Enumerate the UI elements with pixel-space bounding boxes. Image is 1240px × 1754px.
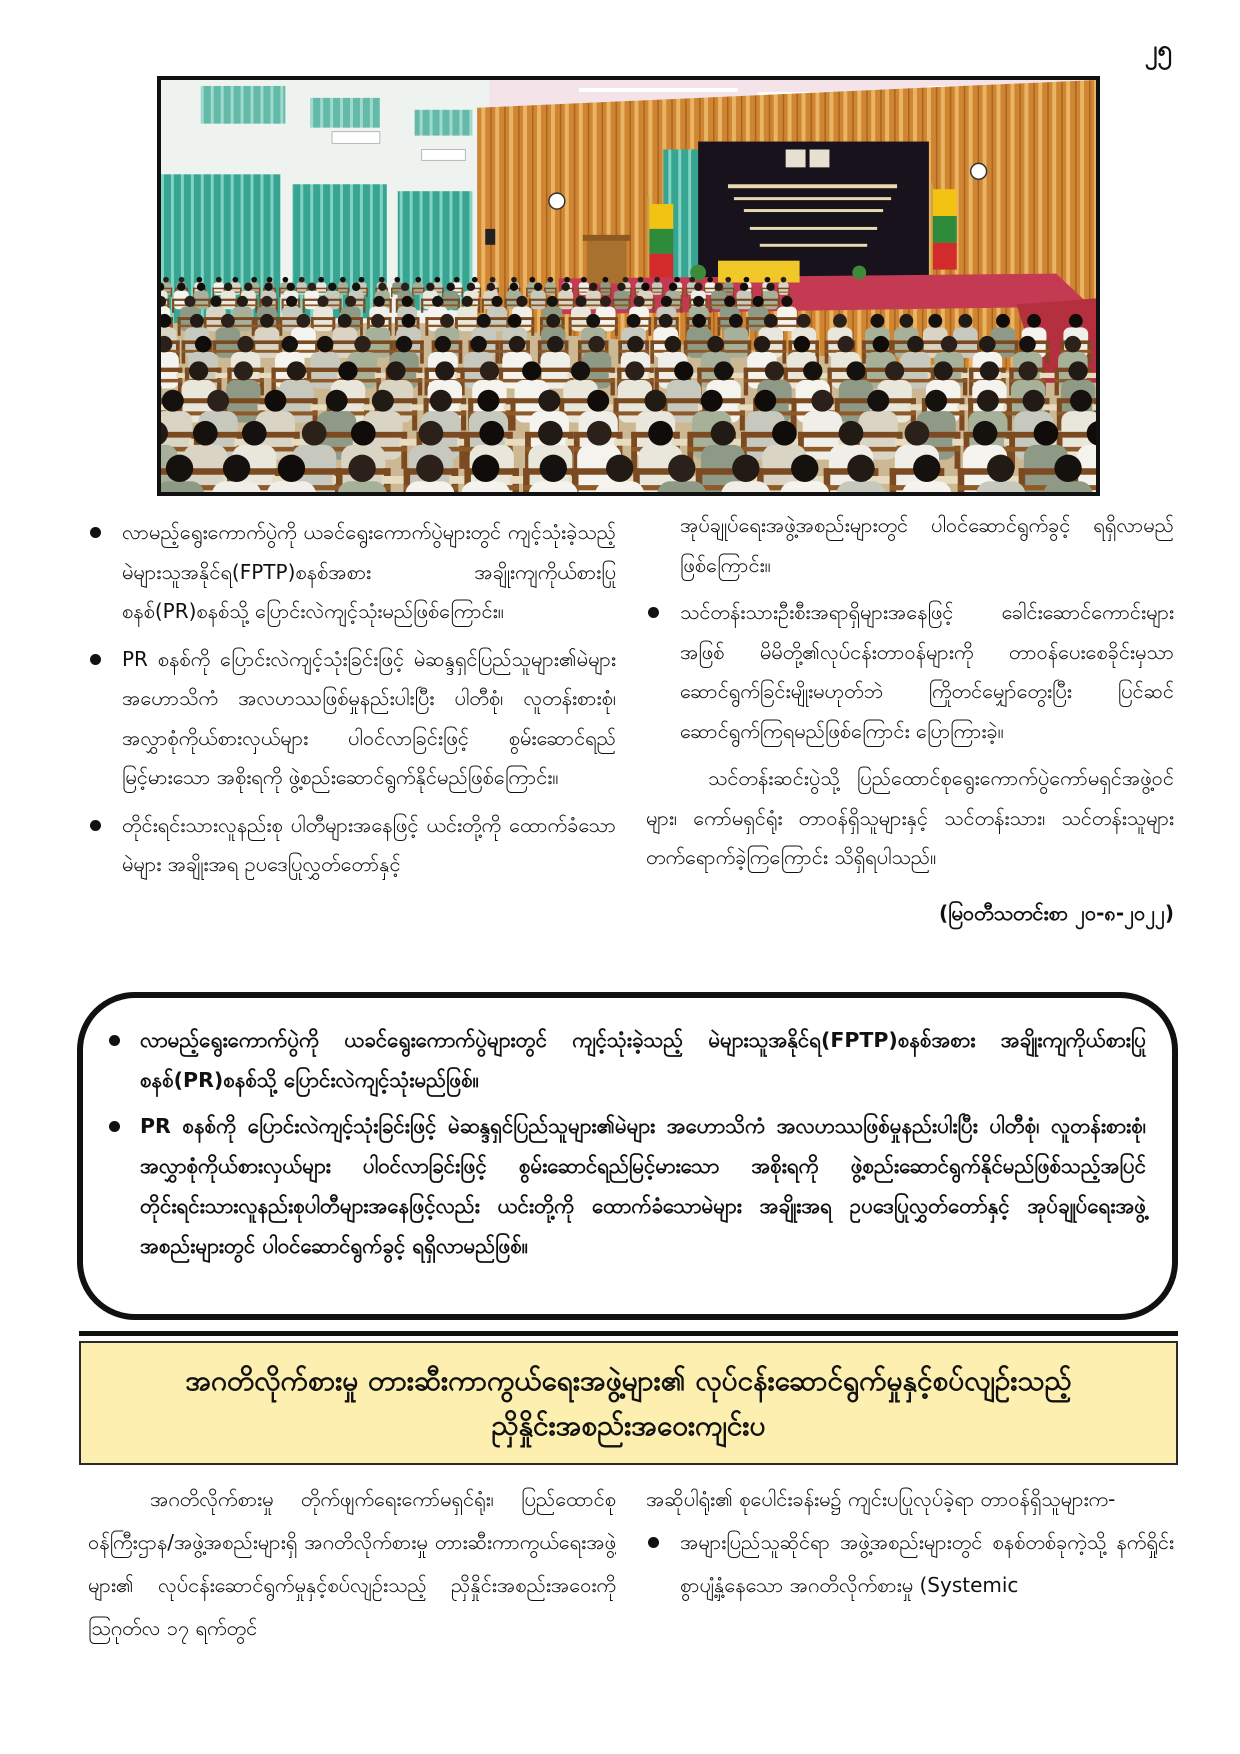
bullet-item bbox=[107, 1020, 1146, 1100]
clock-icon bbox=[971, 163, 987, 179]
podium bbox=[583, 235, 631, 284]
bullet-text: လာမည့်ရွေးကောက်ပွဲကို ယခင်ရွေးကောက်ပွဲများတွင် ကျင့်သုံးခဲ့သည့် မဲများသူအနိုင်ရ(FPTP)စနစ်အစား အချိုးကျကိုယ်စားပြုစနစ်(PR)စနစ်သို့ ပြောင်းလဲကျင့်သုံးမည်ဖြစ်။ bbox=[140, 1028, 1146, 1092]
bullet-item bbox=[88, 513, 616, 632]
speaker bbox=[485, 229, 495, 245]
bullet-icon bbox=[648, 1537, 659, 1548]
article-bottom-left-column bbox=[88, 1478, 616, 1648]
bullet-icon bbox=[109, 1035, 120, 1046]
bullet-text: PR စနစ်ကို ပြောင်းလဲကျင့်သုံးခြင်းဖြင့် မဲဆန္ဒရှင်ပြည်သူများ၏မဲများ အဟောသိကံ အလဟဿဖြစ်မှုနည်းပါးပြီး ပါတီစုံ၊ လူတန်းစားစုံ၊ အလွှာစုံကိုယ်စားလှယ်များ ပါဝင်လာခြင်းဖြင့် စွမ်းဆောင်ရည်မြင့်မားသော အစိုးရကို ဖွဲ့စည်းဆောင်ရွက်နိုင်မည်ဖြစ်သည့်အပြင် တိုင်းရင်းသားလူနည်းစုပါတီများအနေဖြင့်လည်း ယင်းတို့ကို ထောက်ခံသောမဲများ အချိုးအရ ဥပဒေပြုလွှတ်တော်နှင့် အုပ်ချုပ်ရေးအဖွဲ့အစည်းများတွင် ပါဝင်ဆောင်ရွက်ခွင့် ရရှိလာမည်ဖြစ်။ bbox=[140, 1114, 1146, 1258]
article-left-column bbox=[88, 513, 616, 983]
bullet-icon bbox=[648, 607, 659, 618]
bullet-icon bbox=[90, 654, 101, 665]
bullet-text: PR စနစ်ကို ပြောင်းလဲကျင့်သုံးခြင်းဖြင့် မဲဆန္ဒရှင်ပြည်သူများ၏မဲများ အဟောသိကံ အလဟဿဖြစ်မှုနည်းပါးပြီး ပါတီစုံ၊ လူတန်းစားစုံ၊ အလွှာစုံကိုယ်စားလှယ်များ ပါဝင်လာခြင်းဖြင့် စွမ်းဆောင်ရည်မြင့်မားသော အစိုးရကို ဖွဲ့စည်းဆောင်ရွက်နိုင်မည်ဖြစ်ကြောင်း။ bbox=[122, 646, 616, 789]
bullet-text: တိုင်းရင်းသားလူနည်းစု ပါတီများအနေဖြင့် ယင်းတို့ကို ထောက်ခံသောမဲများ အချိုးအရ ဥပဒေပြုလွှတ်တော်နှင့် bbox=[122, 812, 616, 876]
summary-box bbox=[77, 992, 1178, 1320]
clock-icon bbox=[549, 193, 565, 209]
section-title-line: အဂတိလိုက်စားမှု တားဆီးကာကွယ်ရေးအဖွဲ့များ၏ လုပ်ငန်းဆောင်ရွက်မှုနှင့်စပ်လျဉ်းသည့် bbox=[185, 1364, 1072, 1397]
meeting-hall-illustration bbox=[161, 80, 1096, 492]
bullet-text: အများပြည်သူဆိုင်ရာ အဖွဲ့အစည်းများတွင် စနစ်တစ်ခုကဲ့သို့ နက်ရှိုင်းစွာပျံ့နှံ့နေသော အဂတိလိုက်စားမှု (Systemic bbox=[680, 1530, 1174, 1597]
bullet-icon bbox=[90, 527, 101, 538]
bullet-icon bbox=[109, 1121, 120, 1132]
bullet-item bbox=[646, 593, 1174, 751]
bullet-continuation: အုပ်ချုပ်ရေးအဖွဲ့အစည်းများတွင် ပါဝင်ဆောင်ရွက်ခွင့် ရရှိလာမည်ဖြစ်ကြောင်း။ bbox=[680, 513, 1174, 577]
flag-left bbox=[647, 197, 673, 286]
flag-right bbox=[931, 183, 957, 278]
bullet-item bbox=[88, 640, 616, 798]
bullet-item bbox=[88, 806, 616, 885]
bullet-text: သင်တန်းသားဦးစီးအရာရှိများအနေဖြင့် ခေါင်းဆောင်ကောင်းများအဖြစ် မိမိတို့၏လုပ်ငန်းတာဝန်များကို တာဝန်ပေးစေခိုင်းမှသာ ဆောင်ရွက်ခြင်းမျိုးမဟုတ်ဘဲ ကြိုတင်မျှော်တွေးပြီး ပြင်ဆင်ဆောင်ရွက်ကြရမည်ဖြစ်ကြောင်း ပြောကြားခဲ့။ bbox=[680, 600, 1174, 743]
bullet-text: လာမည့်ရွေးကောက်ပွဲကို ယခင်ရွေးကောက်ပွဲများတွင် ကျင့်သုံးခဲ့သည့် မဲများသူအနိုင်ရ(FPTP)စနစ်အစား အချိုးကျကိုယ်စားပြုစနစ်(PR)စနစ်သို့ ပြောင်းလဲကျင့်သုံးမည်ဖြစ်ကြောင်း။ bbox=[122, 520, 616, 623]
page-number: ၂၅ bbox=[1144, 35, 1172, 65]
article-bottom-right-column bbox=[646, 1478, 1174, 1648]
article-paragraph: အဂတိလိုက်စားမှု တိုက်ဖျက်ရေးကော်မရှင်ရုံး၊ ပြည်ထောင်စုဝန်ကြီးဌာန/အဖွဲ့အစည်းများရှိ အဂတိလိုက်စားမှု တားဆီးကာကွယ်ရေးအဖွဲ့များ၏ လုပ်ငန်းဆောင်ရွက်မှုနှင့်စပ်လျဉ်းသည့် ညှိနှိုင်းအစည်းအဝေးကို ဩဂုတ်လ ၁၇ ရက်တွင် bbox=[88, 1487, 616, 1640]
article-right-column bbox=[646, 506, 1174, 976]
bullet-icon bbox=[90, 820, 101, 831]
article-paragraph: အဆိုပါရုံး၏ စုပေါင်းခန်းမ၌ ကျင်းပပြုလုပ်ခဲ့ရာ တာဝန်ရှိသူများက- bbox=[646, 1487, 1116, 1511]
section-divider bbox=[79, 1331, 1178, 1336]
closing-paragraph: သင်တန်းဆင်းပွဲသို့ ပြည်ထောင်စုရွေးကောက်ပွဲကော်မရှင်အဖွဲ့ဝင်များ၊ ကော်မရှင်ရုံး တာဝန်ရှိသူများနှင့် သင်တန်းသား၊ သင်တန်းသူများ တက်ရောက်ခဲ့ကြကြောင်း သိရှိရပါသည်။ bbox=[646, 766, 1174, 869]
bullet-item bbox=[646, 1521, 1174, 1607]
source-citation: (မြဝတီသတင်းစာ ၂၀-၈-၂၀၂၂) bbox=[938, 900, 1174, 925]
section-title-line: ညှိနှိုင်းအစည်းအဝေးကျင်းပ bbox=[491, 1409, 766, 1442]
bullet-item bbox=[107, 1106, 1146, 1266]
stage-backdrop bbox=[698, 142, 929, 281]
meeting-photo bbox=[157, 76, 1100, 496]
section-title-box bbox=[79, 1341, 1178, 1465]
plant bbox=[852, 266, 866, 280]
